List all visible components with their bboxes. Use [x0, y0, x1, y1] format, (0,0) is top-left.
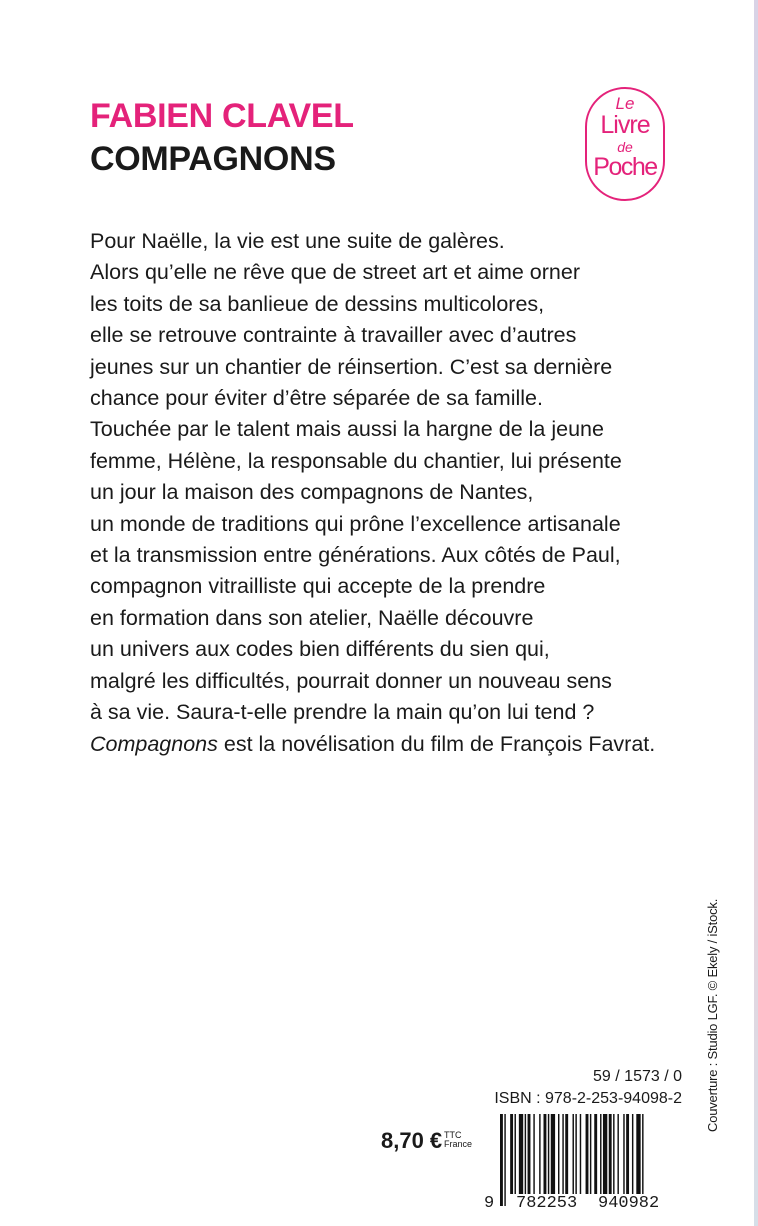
- barcode-bar: [586, 1114, 589, 1194]
- blurb-line: chance pour éviter d’être séparée de sa famille.: [90, 386, 543, 411]
- barcode-bar: [528, 1114, 531, 1194]
- film-title-italic: Compagnons: [90, 731, 218, 756]
- barcode-digits: [484, 1194, 688, 1214]
- blurb-line: Pour Naëlle, la vie est une suite de galères.: [90, 229, 505, 253]
- barcode-bar: [632, 1114, 633, 1194]
- price-note: [444, 1131, 472, 1149]
- barcode-bar: [510, 1114, 513, 1194]
- barcode-bar: [617, 1114, 618, 1194]
- catalog-code: 59 / 1573 / 0: [593, 1068, 682, 1085]
- barcode-bar: [623, 1114, 624, 1194]
- blurb-last-line-rest: est la novélisation du film de François Favrat.: [217, 731, 656, 756]
- price: 8,70 €: [381, 1128, 443, 1153]
- barcode-bar: [515, 1114, 516, 1194]
- barcode-bar: [594, 1114, 597, 1194]
- blurb-line: à sa vie. Saura-t-elle prendre la main qu’on lui tend ?: [90, 700, 595, 725]
- blurb-line: malgré les difficultés, pourrait donner un nouveau sens: [90, 668, 612, 693]
- blurb-line: un univers aux codes bien différents du sien qui,: [90, 637, 550, 662]
- blurb-line: un monde de traditions qui prône l’excellence artisanale: [90, 511, 621, 536]
- barcode-bar: [525, 1114, 526, 1194]
- barcode-bar: [539, 1114, 540, 1194]
- cover-credit: Couverture : Studio LGF. © Ekely / iStock.: [705, 898, 720, 1132]
- logo-line-poche: Poche: [593, 153, 657, 181]
- barcode-bar: [533, 1114, 534, 1194]
- barcode-bar: [548, 1114, 549, 1194]
- book-title: COMPAGNONS: [90, 140, 336, 178]
- barcode: [488, 1114, 688, 1206]
- barcode-bar: [626, 1114, 629, 1194]
- blurb-line: jeunes sur un chantier de réinsertion. C’est sa dernière: [90, 354, 613, 379]
- barcode-bar: [573, 1114, 574, 1206]
- barcode-bar: [500, 1114, 503, 1206]
- blurb-line: Alors qu’elle ne rêve que de street art et aime orner: [90, 260, 580, 285]
- barcode-digits-group1: 782253: [516, 1194, 578, 1213]
- author-name: FABIEN CLAVEL: [90, 97, 354, 135]
- barcode-bar: [562, 1114, 563, 1194]
- blurb-line: les toits de sa banlieue de dessins multicolores,: [90, 291, 545, 316]
- barcode-bar: [551, 1114, 555, 1194]
- blurb-line: et la transmission entre générations. Aux côtés de Paul,: [90, 543, 621, 568]
- price-note-france: France: [444, 1139, 473, 1149]
- isbn: ISBN : 978-2-253-94098-2: [494, 1090, 682, 1107]
- blurb: [90, 226, 710, 760]
- blurb-line: elle se retrouve contrainte à travailler avec d’autres: [90, 323, 577, 348]
- barcode-bar: [609, 1114, 612, 1194]
- barcode-digit-first: 9: [484, 1194, 495, 1213]
- spine-edge: [754, 0, 758, 1226]
- barcode-bar: [636, 1114, 640, 1194]
- barcode-bar: [558, 1114, 559, 1194]
- barcode-bar: [590, 1114, 591, 1194]
- logo-line-livre: Livre: [600, 111, 650, 139]
- blurb-line: en formation dans son atelier, Naëlle découvre: [90, 605, 534, 630]
- barcode-bar: [603, 1114, 607, 1194]
- barcode-bar: [575, 1114, 576, 1206]
- blurb-line: un jour la maison des compagnons de Nantes,: [90, 480, 534, 505]
- blurb-last-line: [90, 729, 710, 760]
- publisher-logo: [585, 87, 665, 201]
- barcode-bars: [488, 1114, 688, 1206]
- barcode-bar: [519, 1114, 523, 1194]
- barcode-bar: [504, 1114, 505, 1206]
- barcode-bar: [565, 1114, 568, 1194]
- logo-line-le: Le: [615, 94, 635, 113]
- logo-line-de: de: [617, 139, 633, 155]
- price-note-ttc: TTC: [444, 1130, 462, 1140]
- barcode-bar: [600, 1114, 601, 1194]
- blurb-line: femme, Hélène, la responsable du chantier, lui présente: [90, 448, 622, 473]
- barcode-bar: [544, 1114, 547, 1194]
- barcode-bar: [580, 1114, 581, 1194]
- barcode-bar: [613, 1114, 614, 1194]
- blurb-line: Touchée par le talent mais aussi la hargne de la jeune: [90, 417, 604, 442]
- barcode-bar: [642, 1114, 643, 1206]
- blurb-line: compagnon vitrailliste qui accepte de la prendre: [90, 574, 546, 599]
- barcode-digits-group2: 940982: [598, 1194, 660, 1213]
